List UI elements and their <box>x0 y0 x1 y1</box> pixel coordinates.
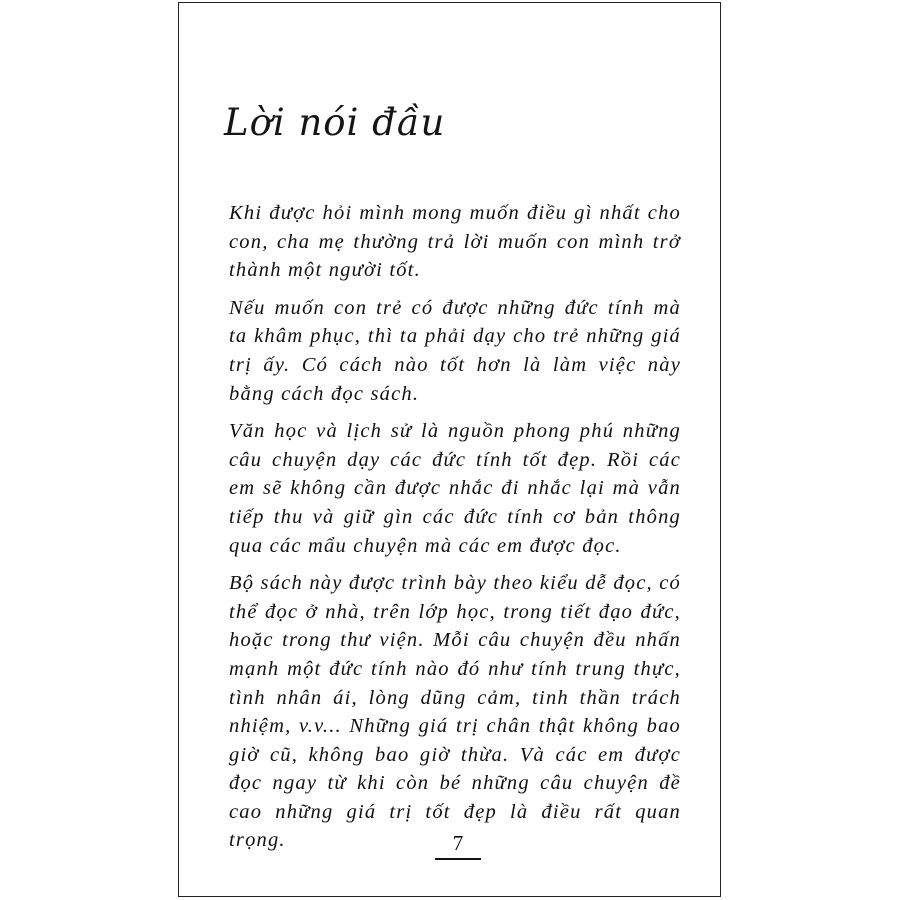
page-number: 7 <box>435 831 481 860</box>
paragraph-1: Khi được hỏi mình mong muốn điều gì nhất cho con, cha mẹ thường trả lời muốn con mình trở thành một người tốt. <box>229 202 681 282</box>
preface-body <box>229 199 681 855</box>
paragraph-2: Nếu muốn con trẻ có được những đức tính mà ta khâm phục, thì ta phải dạy cho trẻ những giá trị ấy. Có cách nào tốt hơn là làm việc này bằng cách đọc sách. <box>229 296 681 405</box>
book-page <box>178 2 721 897</box>
page-title: Lời nói đầu <box>224 101 446 144</box>
paragraph-4: Bộ sách này được trình bày theo kiểu dễ đọc, có thể đọc ở nhà, trên lớp học, trong tiết đạo đức, hoặc trong thư viện. Mỗi câu chuyện đều nhấn mạnh một đức tính nào đó như tính trung thực, tình nhân ái, lòng dũng cảm, tinh thần trách nhiệm, v.v... Những giá trị chân thật không bao giờ cũ, không bao giờ thừa. Và các em được đọc ngay từ khi còn bé những câu chuyện đề cao những giá trị tốt đẹp là điều rất quan trọng. <box>229 572 681 852</box>
paragraph-3: Văn học và lịch sử là nguồn phong phú những câu chuyện dạy các đức tính tốt đẹp. Rồi các em sẽ không cần được nhắc đi nhắc lại mà vẫn tiếp thu và giữ gìn các đức tính cơ bản thông qua các mẩu chuyện mà các em được đọc. <box>229 420 681 557</box>
